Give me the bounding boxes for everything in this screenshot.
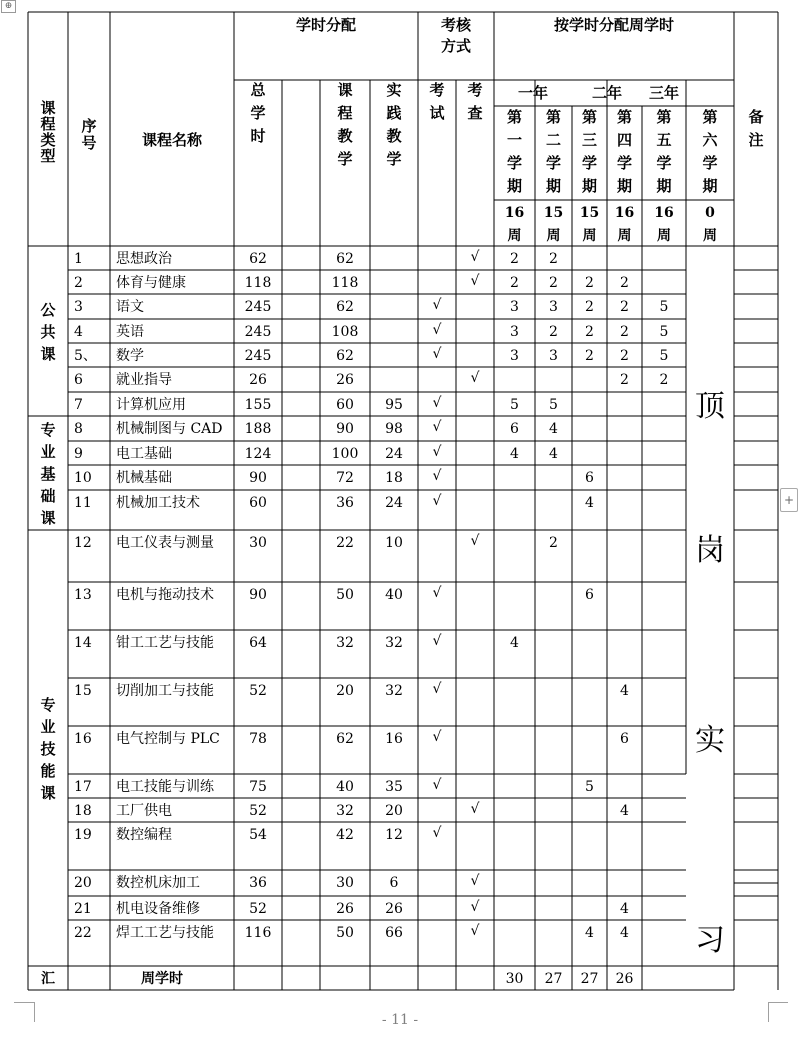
header-check: 考: [467, 81, 483, 99]
row-seq: 11: [74, 495, 92, 511]
cell-teaching-hours: 26: [336, 901, 354, 917]
cell-weekly-hours: 4: [620, 925, 629, 941]
header-semester-5: 第: [656, 108, 672, 126]
cell-weekly-hours: 2: [620, 324, 629, 340]
header-weekly-hours-group: 按学时分配周学时: [553, 16, 675, 34]
category-label: 业: [40, 718, 56, 736]
header-teaching-hours: 程: [337, 104, 353, 122]
cell-total-hours: 52: [249, 683, 267, 699]
cell-practice-hours: 35: [385, 779, 403, 795]
category-label: 专: [40, 696, 56, 714]
cell-teaching-hours: 22: [336, 535, 354, 551]
header-semester-1: 期: [506, 177, 523, 195]
cell-weekly-hours: 4: [620, 901, 629, 917]
summary-weekly-hours: 30: [505, 971, 524, 987]
header-practice-hours: 学: [386, 150, 402, 168]
check-mark-exam: √: [432, 346, 442, 362]
cell-teaching-hours: 118: [331, 275, 359, 291]
header-total-hours: 时: [250, 127, 266, 145]
cell-weekly-hours: 5: [585, 779, 594, 795]
cell-teaching-hours: 72: [336, 470, 354, 486]
check-mark-exam: √: [432, 419, 442, 435]
cell-teaching-hours: 62: [336, 251, 354, 267]
header-semester-2: 二: [545, 131, 562, 149]
cell-teaching-hours: 26: [336, 372, 354, 388]
check-mark-exam: √: [432, 777, 442, 793]
header-semester-5: 学: [656, 154, 672, 172]
cell-weekly-hours: 2: [659, 372, 669, 388]
cell-practice-hours: 20: [385, 803, 403, 819]
cell-weekly-hours: 2: [620, 348, 629, 364]
header-course-type: 课: [40, 99, 56, 117]
cell-teaching-hours: 50: [336, 925, 354, 941]
row-seq: 6: [74, 372, 83, 388]
cell-practice-hours: 32: [385, 635, 403, 651]
cell-practice-hours: 98: [385, 421, 403, 437]
row-seq: 17: [74, 779, 92, 795]
header-weeks-3: 周: [582, 228, 597, 244]
header-year-2: 二年: [591, 84, 623, 102]
course-name: 数控编程: [116, 827, 172, 843]
cell-weekly-hours: 5: [659, 348, 669, 364]
header-check: 查: [467, 104, 483, 122]
summary-weekly-hours-label: 周学时: [141, 971, 183, 987]
category-label: 业: [40, 443, 56, 461]
row-seq: 10: [74, 470, 92, 486]
category-label: 课: [40, 509, 56, 527]
row-seq: 18: [74, 803, 92, 819]
cell-weekly-hours: 2: [620, 372, 629, 388]
course-name: 语文: [116, 299, 144, 315]
cell-total-hours: 90: [249, 470, 267, 486]
header-remark: 备: [748, 108, 764, 126]
internship-char: 实: [695, 723, 725, 758]
cell-weekly-hours: 6: [585, 470, 594, 486]
header-remark: 注: [748, 131, 764, 149]
cell-total-hours: 30: [249, 535, 267, 551]
cell-teaching-hours: 60: [336, 397, 354, 413]
cell-weekly-hours: 2: [510, 251, 519, 267]
cell-practice-hours: 66: [385, 925, 403, 941]
header-weeks-6: 0: [705, 205, 715, 221]
header-semester-3: 第: [581, 108, 598, 126]
header-year-1: 一年: [517, 84, 549, 102]
cell-weekly-hours: 4: [510, 446, 519, 462]
cell-weekly-hours: 5: [549, 397, 558, 413]
course-name: 计算机应用: [116, 397, 186, 413]
header-practice-hours: 教: [386, 127, 402, 145]
check-mark-exam: √: [432, 468, 442, 484]
cell-teaching-hours: 90: [336, 421, 354, 437]
cell-total-hours: 36: [249, 875, 267, 891]
header-weeks-3: 15: [579, 205, 600, 221]
cell-practice-hours: 24: [385, 495, 403, 511]
check-mark-check: √: [470, 273, 480, 289]
check-mark-exam: √: [432, 633, 442, 649]
row-seq: 20: [74, 875, 92, 891]
row-seq: 21: [74, 901, 92, 917]
cell-total-hours: 155: [244, 397, 272, 413]
cell-weekly-hours: 2: [585, 348, 594, 364]
crop-mark-bottom-right-h: [768, 1002, 788, 1003]
header-hours-group: 学时分配: [295, 16, 357, 34]
header-semester-2: 第: [545, 108, 562, 126]
cell-total-hours: 188: [244, 421, 272, 437]
header-semester-1: 第: [506, 108, 523, 126]
cell-weekly-hours: 2: [549, 251, 558, 267]
category-label: 技: [40, 740, 56, 758]
cell-weekly-hours: 6: [585, 587, 594, 603]
check-mark-exam: √: [432, 297, 442, 313]
course-name: 焊工工艺与技能: [116, 925, 214, 941]
header-weeks-2: 15: [543, 205, 564, 221]
row-seq: 2: [74, 275, 83, 291]
course-name: 思想政治: [116, 251, 172, 267]
summary-weekly-hours: 27: [580, 971, 599, 987]
row-seq: 22: [74, 925, 92, 941]
cell-practice-hours: 32: [385, 683, 403, 699]
cell-practice-hours: 16: [385, 731, 403, 747]
header-semester-4: 期: [616, 177, 633, 195]
check-mark-check: √: [470, 370, 480, 386]
check-mark-exam: √: [432, 322, 442, 338]
category-label: 能: [40, 762, 56, 780]
cell-teaching-hours: 30: [336, 875, 354, 891]
cell-teaching-hours: 32: [336, 635, 354, 651]
row-seq: 8: [74, 421, 83, 437]
header-semester-3: 学: [581, 154, 598, 172]
header-exam-method: 方式: [440, 37, 472, 55]
cell-weekly-hours: 4: [585, 925, 594, 941]
cell-weekly-hours: 5: [659, 299, 669, 315]
row-seq: 5、: [74, 348, 97, 364]
category-label: 础: [40, 487, 56, 505]
internship-char: 顶: [695, 389, 725, 424]
header-semester-5: 五: [656, 131, 672, 149]
cell-practice-hours: 6: [389, 875, 399, 891]
cell-practice-hours: 26: [385, 901, 403, 917]
course-name: 工厂供电: [116, 803, 172, 819]
check-mark-exam: √: [432, 729, 442, 745]
header-exam: 考: [429, 81, 445, 99]
cell-practice-hours: 10: [385, 535, 403, 551]
cell-weekly-hours: 2: [585, 275, 594, 291]
check-mark-check: √: [470, 899, 480, 915]
course-name: 英语: [116, 324, 144, 340]
course-name: 电工仪表与测量: [116, 535, 214, 551]
header-semester-1: 学: [506, 154, 523, 172]
cell-total-hours: 245: [244, 299, 272, 315]
course-name: 电工技能与训练: [116, 779, 214, 795]
header-semester-3: 期: [581, 177, 598, 195]
header-exam-method: 考核: [440, 16, 472, 34]
course-name: 机械加工技术: [116, 495, 200, 511]
header-semester-2: 期: [545, 177, 562, 195]
check-mark-check: √: [470, 249, 480, 265]
cell-weekly-hours: 3: [510, 299, 519, 315]
header-semester-6: 期: [702, 177, 718, 195]
cell-practice-hours: 40: [385, 587, 403, 603]
check-mark-check: √: [470, 923, 480, 939]
row-seq: 12: [74, 535, 92, 551]
cell-total-hours: 118: [244, 275, 272, 291]
course-name: 钳工工艺与技能: [116, 635, 214, 651]
cell-teaching-hours: 62: [336, 348, 354, 364]
cell-practice-hours: 24: [385, 446, 403, 462]
course-name: 数学: [116, 348, 144, 364]
cell-teaching-hours: 42: [336, 827, 354, 843]
check-mark-exam: √: [432, 493, 442, 509]
cell-weekly-hours: 2: [585, 299, 594, 315]
header-teaching-hours: 教: [337, 127, 353, 145]
cell-weekly-hours: 4: [549, 421, 558, 437]
header-semester-5: 期: [656, 177, 672, 195]
header-course-name: 课程名称: [141, 131, 203, 149]
course-name: 电机与拖动技术: [116, 587, 214, 603]
course-name: 机械基础: [116, 470, 172, 486]
cell-weekly-hours: 2: [620, 299, 629, 315]
header-practice-hours: 践: [386, 104, 402, 122]
header-course-type: 类: [40, 131, 56, 149]
cell-teaching-hours: 62: [336, 299, 354, 315]
cell-total-hours: 64: [249, 635, 267, 651]
cell-teaching-hours: 32: [336, 803, 354, 819]
header-total-hours: 学: [250, 104, 266, 122]
cell-weekly-hours: 2: [620, 275, 629, 291]
header-semester-1: 一: [506, 131, 523, 149]
cell-total-hours: 62: [249, 251, 267, 267]
cell-weekly-hours: 2: [549, 324, 558, 340]
category-label: 专: [40, 421, 56, 439]
cell-total-hours: 116: [244, 925, 272, 941]
header-semester-4: 四: [616, 131, 633, 149]
header-exam: 试: [429, 104, 445, 122]
cell-weekly-hours: 3: [510, 324, 519, 340]
cell-total-hours: 52: [249, 901, 267, 917]
header-teaching-hours: 学: [337, 150, 353, 168]
summary-label: 汇: [41, 971, 55, 987]
header-course-type: 型: [40, 147, 56, 165]
cell-teaching-hours: 50: [336, 587, 354, 603]
cell-practice-hours: 95: [385, 397, 403, 413]
cell-weekly-hours: 2: [549, 275, 558, 291]
header-weeks-5: 周: [657, 228, 671, 244]
row-seq: 3: [74, 299, 83, 315]
cell-weekly-hours: 5: [510, 397, 519, 413]
cell-weekly-hours: 6: [620, 731, 629, 747]
header-weeks-2: 周: [546, 228, 561, 244]
course-name: 机电设备维修: [116, 901, 200, 917]
check-mark-exam: √: [432, 825, 442, 841]
internship-char: 岗: [695, 533, 725, 568]
cell-total-hours: 245: [244, 348, 272, 364]
course-name: 数控机床加工: [116, 875, 200, 891]
course-name: 切削加工与技能: [116, 683, 214, 699]
cell-practice-hours: 12: [385, 827, 403, 843]
cell-weekly-hours: 5: [659, 324, 669, 340]
course-name: 机械制图与 CAD: [116, 421, 223, 437]
header-semester-6: 第: [702, 108, 718, 126]
cell-weekly-hours: 2: [510, 275, 519, 291]
header-course-type: 程: [40, 115, 56, 133]
course-name: 电气控制与 PLC: [116, 731, 220, 747]
header-weeks-5: 16: [654, 205, 674, 221]
internship-char: 习: [695, 923, 725, 958]
category-label: 课: [40, 345, 56, 363]
check-mark-check: √: [470, 873, 480, 889]
check-mark-exam: √: [432, 444, 442, 460]
cell-teaching-hours: 108: [331, 324, 359, 340]
header-semester-6: 六: [702, 131, 718, 149]
header-teaching-hours: 课: [337, 81, 353, 99]
course-name: 电工基础: [116, 446, 172, 462]
header-weeks-4: 周: [617, 228, 632, 244]
cell-weekly-hours: 4: [620, 803, 629, 819]
row-seq: 19: [74, 827, 92, 843]
cell-total-hours: 124: [244, 446, 272, 462]
header-total-hours: 总: [250, 81, 266, 99]
cell-weekly-hours: 3: [549, 348, 558, 364]
check-mark-check: √: [470, 801, 480, 817]
category-label: 公: [40, 301, 56, 319]
crop-mark-bottom-left-h: [14, 1002, 34, 1003]
cell-total-hours: 78: [249, 731, 267, 747]
cell-teaching-hours: 20: [336, 683, 354, 699]
row-seq: 9: [74, 446, 83, 462]
cell-total-hours: 60: [249, 495, 267, 511]
cell-weekly-hours: 2: [585, 324, 594, 340]
row-seq: 7: [74, 397, 83, 413]
row-seq: 14: [74, 635, 92, 651]
course-name: 体育与健康: [116, 275, 186, 291]
check-mark-exam: √: [432, 681, 442, 697]
check-mark-exam: √: [432, 395, 442, 411]
cell-total-hours: 75: [249, 779, 267, 795]
category-label: 课: [40, 784, 56, 802]
row-seq: 1: [74, 251, 83, 267]
cell-weekly-hours: 3: [510, 348, 519, 364]
page-number: - 11 -: [381, 1012, 419, 1028]
cell-total-hours: 52: [249, 803, 267, 819]
cell-weekly-hours: 4: [585, 495, 594, 511]
header-weeks-6: 周: [703, 228, 717, 244]
add-row-handle-icon[interactable]: +: [780, 488, 798, 512]
cell-teaching-hours: 62: [336, 731, 354, 747]
header-weeks-1: 周: [507, 228, 522, 244]
header-seq: 序: [81, 117, 97, 135]
header-semester-2: 学: [545, 154, 562, 172]
row-seq: 13: [74, 587, 92, 603]
cell-weekly-hours: 6: [510, 421, 519, 437]
cell-weekly-hours: 4: [620, 683, 629, 699]
header-semester-4: 第: [616, 108, 633, 126]
cell-teaching-hours: 36: [336, 495, 354, 511]
header-year-3: 三年: [648, 84, 680, 102]
summary-weekly-hours: 27: [544, 971, 563, 987]
header-weeks-4: 16: [614, 205, 635, 221]
cell-total-hours: 90: [249, 587, 267, 603]
cell-weekly-hours: 4: [549, 446, 558, 462]
table-move-handle-icon[interactable]: ⊕: [1, 0, 16, 13]
row-seq: 4: [74, 324, 83, 340]
header-semester-6: 学: [702, 154, 718, 172]
row-seq: 16: [74, 731, 92, 747]
cell-total-hours: 245: [244, 324, 272, 340]
cell-weekly-hours: 2: [549, 535, 558, 551]
cell-teaching-hours: 40: [336, 779, 354, 795]
summary-weekly-hours: 26: [615, 971, 634, 987]
row-seq: 15: [74, 683, 92, 699]
check-mark-check: √: [470, 533, 480, 549]
check-mark-exam: √: [432, 585, 442, 601]
cell-total-hours: 54: [249, 827, 267, 843]
cell-teaching-hours: 100: [331, 446, 359, 462]
header-seq: 号: [81, 134, 97, 152]
category-label: 共: [40, 323, 56, 341]
cell-total-hours: 26: [249, 372, 267, 388]
header-practice-hours: 实: [386, 81, 402, 99]
header-semester-4: 学: [616, 154, 633, 172]
course-name: 就业指导: [116, 372, 172, 388]
cell-practice-hours: 18: [385, 470, 403, 486]
category-label: 基: [40, 465, 56, 483]
cell-weekly-hours: 4: [510, 635, 519, 651]
cell-weekly-hours: 3: [549, 299, 558, 315]
header-weeks-1: 16: [504, 205, 525, 221]
header-semester-3: 三: [581, 131, 598, 149]
